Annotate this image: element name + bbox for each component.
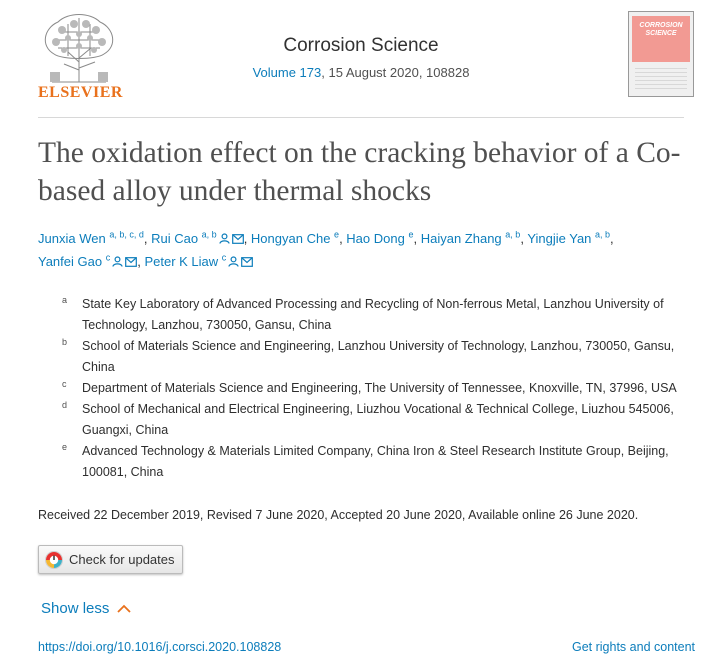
author-affiliation-superscript: e [334,229,340,240]
affiliation-text: Advanced Technology & Materials Limited Company, China Iron & Steel Research Institute Group, Beijing, 100081, China [82,444,669,479]
author-name: Peter K Liaw [144,254,219,269]
mail-icon [232,229,244,251]
volume-info [0,65,722,80]
show-less-toggle[interactable] [41,600,131,617]
volume-link[interactable]: Volume 173 [252,65,322,80]
affiliation-item [62,294,692,336]
author-link[interactable] [527,231,610,246]
author-separator: , [520,231,528,246]
author-name: Yingjie Yan [527,231,592,246]
person-icon [112,252,123,274]
author-link[interactable] [151,231,244,246]
person-icon [219,229,230,251]
affiliation-item [62,399,692,441]
article-title: The oxidation effect on the cracking behavior of a Co-based alloy under thermal shocks [38,137,681,207]
author-separator: , [339,231,347,246]
author-list [38,228,698,274]
affiliation-text: State Key Laboratory of Advanced Processing and Recycling of Non-ferrous Metal, Lanzhou University of Technology, Lanzhou, 730050, Gansu, China [82,297,664,332]
author-name: Rui Cao [151,231,199,246]
person-icon [228,252,239,274]
author-separator: , [413,231,421,246]
article-history-dates: Received 22 December 2019, Revised 7 June 2020, Accepted 20 June 2020, Available online 26 June 2020. [38,508,639,522]
author-separator: , [137,254,145,269]
cover-text-lines [635,68,687,90]
cover-title: CORROSION SCIENCE [639,22,683,37]
affiliation-label: a [62,295,68,305]
mail-icon [125,252,137,274]
author-affiliation-superscript: c [221,252,227,263]
author-name: Hao Dong [346,231,405,246]
crossmark-icon [45,551,63,569]
affiliation-text: Department of Materials Science and Engineering, The University of Tennessee, Knoxville, TN, 37996, USA [82,381,677,395]
affiliation-text: School of Materials Science and Engineering, Lanzhou University of Technology, Lanzhou, 730050, Gansu, China [82,339,675,374]
author-link[interactable] [251,231,339,246]
affiliation-label: c [62,379,67,389]
author-name: Yanfei Gao [38,254,103,269]
journal-title[interactable]: Corrosion Science [283,35,439,56]
header-divider [38,117,684,118]
author-affiliation-superscript: a, b [505,229,521,240]
publisher-logo-text[interactable]: ELSEVIER [38,84,123,101]
issue-date: , 15 August 2020, 108828 [321,65,470,80]
author-link[interactable] [346,231,413,246]
affiliation-item [62,441,692,483]
author-link[interactable] [144,254,253,269]
affiliation-item [62,336,692,378]
author-affiliation-superscript: a, b [201,229,217,240]
author-separator: , [610,231,614,246]
journal-cover-thumbnail[interactable] [628,11,694,97]
affiliation-label: b [62,337,68,347]
affiliation-text: School of Mechanical and Electrical Engineering, Liuzhou Vocational & Technical College, Liuzhou 545006, Guangxi, China [82,402,674,437]
author-link[interactable] [421,231,521,246]
author-affiliation-superscript: e [408,229,414,240]
author-name: Junxia Wen [38,231,106,246]
author-name: Haiyan Zhang [420,231,502,246]
doi-link[interactable]: https://doi.org/10.1016/j.corsci.2020.108828 [38,640,282,654]
chevron-up-icon [117,604,131,613]
get-rights-link[interactable]: Get rights and content [572,640,695,654]
affiliations-list [62,294,692,483]
show-less-label: Show less [41,600,110,617]
author-link[interactable] [38,254,137,269]
author-link[interactable] [38,231,144,246]
check-for-updates-label: Check for updates [69,552,175,567]
mail-icon [241,252,253,274]
author-affiliation-superscript: a, b, c, d [109,229,144,240]
affiliation-label: e [62,442,68,452]
author-separator: , [243,231,251,246]
affiliation-item [62,378,692,399]
author-name: Hongyan Che [250,231,331,246]
author-affiliation-superscript: a, b [595,229,611,240]
check-for-updates-button[interactable] [38,545,183,574]
author-separator: , [143,231,152,246]
affiliation-label: d [62,400,68,410]
author-affiliation-superscript: c [105,252,111,263]
